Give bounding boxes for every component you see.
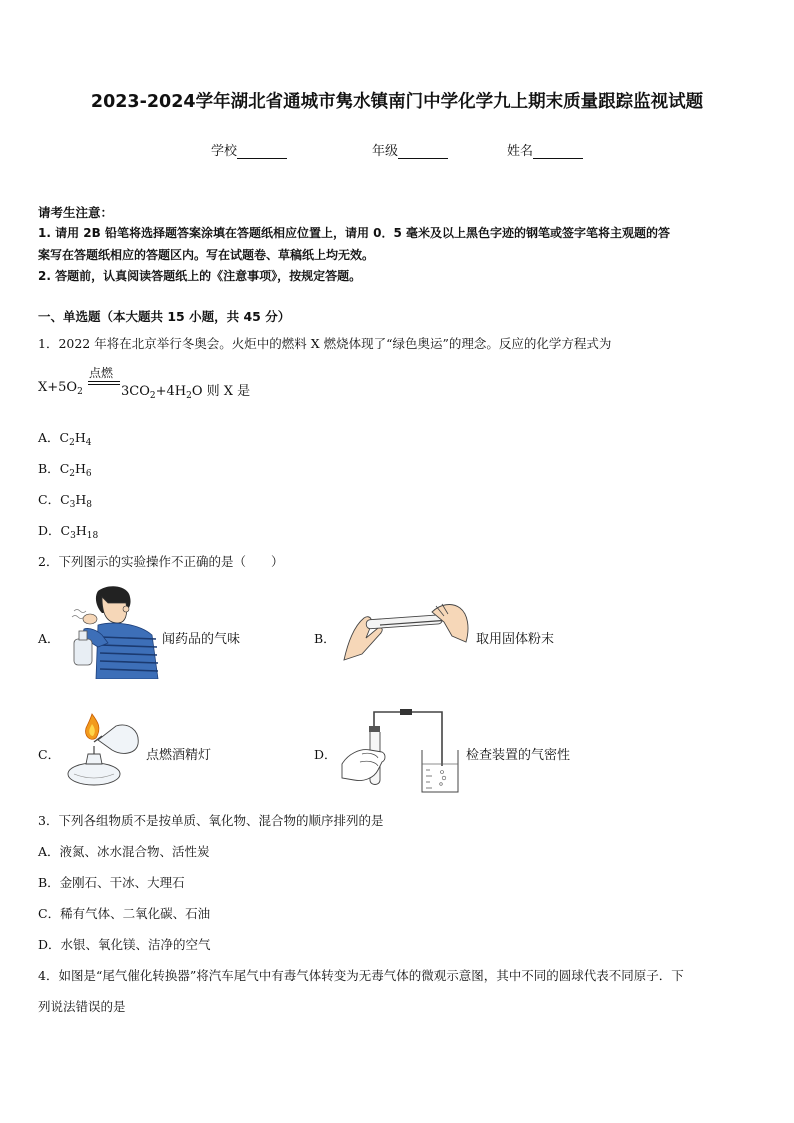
q3-option-d[interactable]: D．水银、氧化镁、洁净的空气: [38, 937, 211, 952]
equation-rhs: $3CO_2+4H_2O$ 则 X 是: [121, 384, 251, 401]
q1-equation: [38, 364, 278, 404]
q1-option-d[interactable]: D．$C_3H_{18}$: [38, 523, 99, 541]
q2-stem: 2．下列图示的实验操作不正确的是（ ）: [38, 554, 284, 569]
q1-stem: 1．2022 年将在北京举行冬奥会。火炬中的燃料 X 燃烧体现了“绿色奥运”的理念。反应的化学方程式为: [38, 336, 612, 351]
notice-item-1-line-2: 案写在答题纸相应的答题区内。写在试题卷、草稿纸上均无效。: [38, 248, 375, 262]
q1-option-c[interactable]: C．$C_3H_8$: [38, 492, 93, 510]
notice-heading: 请考生注意：: [38, 205, 114, 220]
q2-option-b-letter[interactable]: B．: [314, 631, 336, 646]
q4-stem-line-2: 列说法错误的是: [38, 999, 126, 1014]
name-label: 姓名: [507, 144, 534, 159]
lighting-alcohol-lamp-illustration: [64, 708, 144, 790]
q2-option-a-letter[interactable]: A．: [38, 631, 60, 646]
equation-arrow-bottom: [88, 384, 120, 385]
school-label: 学校: [211, 144, 238, 159]
powder-sampling-illustration: [340, 598, 472, 662]
notice-item-2: 2. 答题前，认真阅读答题纸上的《注意事项》，按规定答题。: [38, 269, 362, 283]
school-blank: [237, 145, 287, 159]
q3-option-b[interactable]: B．金刚石、干冰、大理石: [38, 875, 185, 890]
smelling-gas-illustration: [68, 583, 160, 679]
q4-stem-line-1: 4．如图是“尾气催化转换器”将汽车尾气中有毒气体转变为无毒气体的微观示意图，其中不同的圆球代表不同原子．下: [38, 968, 684, 983]
notice-item-1-line-1: 1. 请用 2B 铅笔将选择题答案涂填在答题纸相应位置上，请用 0．5 毫米及以上黑色字迹的钢笔或签字笔将主观题的答: [38, 226, 670, 240]
q2-option-c-letter[interactable]: C．: [38, 747, 61, 762]
q2-option-b-label: 取用固体粉末: [476, 632, 555, 647]
grade-label: 年级: [372, 144, 399, 159]
section-heading: 一、单选题（本大题共 15 小题，共 45 分）: [38, 309, 291, 324]
q3-option-a[interactable]: A．液氮、冰水混合物、活性炭: [38, 844, 210, 859]
q1-option-b[interactable]: B．$C_2H_6$: [38, 461, 92, 479]
q1-option-a[interactable]: A．$C_2H_4$: [38, 430, 92, 448]
name-field: [507, 140, 583, 159]
equation-arrow-top: [88, 381, 120, 382]
q2-option-c-label: 点燃酒精灯: [146, 748, 212, 763]
name-blank: [533, 145, 583, 159]
grade-field: [372, 140, 448, 159]
school-field: [211, 140, 287, 159]
equation-condition: 点燃: [89, 366, 114, 380]
equation-lhs: $X+5O_2$: [38, 380, 83, 397]
q2-option-a-label: 闻药品的气味: [162, 632, 241, 647]
grade-blank: [398, 145, 448, 159]
q3-option-c[interactable]: C．稀有气体、二氧化碳、石油: [38, 906, 211, 921]
q2-option-d-label: 检查装置的气密性: [466, 748, 571, 763]
page-title: 2023-2024学年湖北省通城市隽水镇南门中学化学九上期末质量跟踪监视试题: [90, 92, 704, 112]
q2-option-d-letter[interactable]: D．: [314, 747, 337, 762]
airtightness-check-illustration: [338, 704, 464, 798]
q3-stem: 3．下列各组物质不是按单质、氧化物、混合物的顺序排列的是: [38, 813, 384, 828]
